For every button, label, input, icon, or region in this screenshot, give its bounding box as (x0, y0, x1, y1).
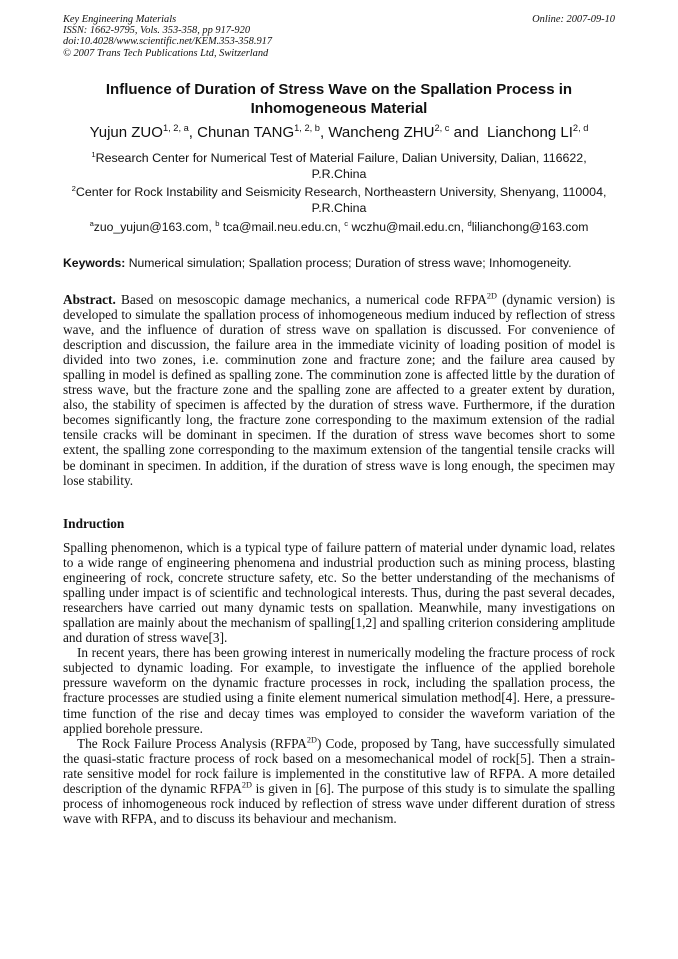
email-address[interactable]: wczhu@mail.edu.cn (351, 220, 461, 234)
affiliation-text: Research Center for Numerical Test of Material Failure, Dalian University, Dalian, 116622, P.R.China (95, 151, 587, 181)
email-separator: , (337, 220, 345, 234)
keywords-label: Keywords: (63, 256, 126, 270)
affiliation-2 (63, 184, 615, 216)
email-marker: b (215, 218, 220, 228)
abstract-paragraph (63, 292, 615, 488)
email-list (63, 219, 615, 235)
author-list (40, 123, 638, 142)
abstract-text-part2: (dynamic version) is developed to simulate the spallation process of inhomogeneous medium induced by reflection of stress wave, and the influence of duration of stress wave on spallation is discussed. For convenience of description and discussion, the failure area in the immediate vicinity of loading position of model is divided into two zones, i.e. comminution zone and fracture zone; and the failure area caused by spalling in model is defined as spalling zone. The comminution zone is affected little by the duration of stress wave, but the fracture zone and the spalling zone are affected to a greater extent by duration, also, the stability of specimen is affected by the duration of stress wave. Furthermore, if the duration becomes significantly long, the fracture zone corresponding to the maximum extension of the radial tensile cracks will be dominant in specimen. If the duration of stress wave becomes short to some extent, the spalling zone corresponding to the maximum extension of the tangential tensile cracks will be dominant in specimen. In addition, if the duration of stress wave is long enough, the specimen may lose stability. (63, 292, 616, 488)
intro-paragraph-3 (63, 736, 615, 826)
intro-p3-superscript: 2D (306, 735, 317, 745)
author-separator: , (319, 124, 329, 141)
author-affiliation-marker: 2, c (434, 123, 450, 133)
intro-p3-superscript: 2D (241, 780, 252, 790)
email-separator: , (208, 220, 216, 234)
affiliation-1 (63, 150, 615, 182)
keywords-line (63, 255, 615, 271)
author-name: Chunan TANG (197, 124, 295, 141)
intro-p3-text-a: The Rock Failure Process Analysis (RFPA (77, 735, 307, 751)
author-affiliation-marker: 1, 2, a (162, 123, 189, 133)
affiliation-number: 1 (91, 149, 96, 159)
email-marker: d (467, 218, 472, 228)
author-affiliation-marker: 1, 2, b (294, 123, 320, 133)
abstract-superscript: 2D (486, 291, 497, 301)
intro-p3-text-c: is given in [6]. The purpose of this study is to simulate the spalling process of inhomogeneous rock induced by reflection of stress wave under different duration of stress wave with RFPA, and to discuss its behaviour and mechanism. (63, 780, 615, 826)
copyright-line: © 2007 Trans Tech Publications Ltd, Switzerland (63, 47, 269, 59)
paper-title: Influence of Duration of Stress Wave on the Spallation Process in Inhomogeneous Material (105, 81, 573, 117)
affiliation-text: Center for Rock Instability and Seismicity Research, Northeastern University, Shenyang, 110004, P.R.China (75, 185, 607, 215)
email-separator: , (460, 220, 468, 234)
journal-header (63, 14, 615, 59)
affiliation-number: 2 (71, 183, 76, 193)
author-separator: , (188, 124, 198, 141)
email-marker: a (89, 218, 94, 228)
abstract-label: Abstract. (63, 292, 116, 307)
intro-paragraph-1: Spalling phenomenon, which is a typical type of failure pattern of material under dynamic load, relates to a wide range of engineering phenomena and industrial production such as mining process, blasting engineering of rock, concrete structure safety, etc. So the better understanding of the mechanisms of spalling under impact is of scientific and technological interests. Thus, during the past several decades, researchers have carried out many dynamic tests on spallation. Meanwhile, many investigations on spallation are mainly about the mechanism of spalling[1,2] and spalling criterion considering amplitude and duration of stress wave[3]. (63, 540, 615, 646)
author-affiliation-marker: 2, d (572, 123, 589, 133)
doi-line: doi:10.4028/www.scientific.net/KEM.353-358.917 (63, 36, 273, 48)
email-marker: c (344, 218, 349, 228)
introduction-heading: Indruction (63, 516, 125, 531)
journal-name: Key Engineering Materials (63, 14, 177, 25)
author-separator: and (449, 124, 487, 141)
online-date: Online: 2007-09-10 (532, 14, 615, 25)
author-name: Wancheng ZHU (328, 124, 435, 141)
intro-paragraph-2: In recent years, there has been growing interest in numerically modeling the fracture process of rock subjected to dynamic loading. For example, to investigate the influence of the applied borehole pressure waveform on the dynamic fracture processes in rock, including the spallation process, the fracture processes are studied using a finite element numerical simulation method[4]. Here, a pressure-time function of the rise and decay times was employed to consider the waveform variation of the applied borehole pressure. (63, 645, 615, 736)
email-address[interactable]: tca@mail.neu.edu.cn (222, 220, 338, 234)
introduction-body (63, 540, 615, 826)
email-address[interactable]: zuo_yujun@163.com (93, 220, 209, 234)
author-name: Yujun ZUO (89, 124, 163, 141)
author-name: Lianchong LI (487, 124, 573, 141)
issn-line: ISSN: 1662-9795, Vols. 353-358, pp 917-920 (63, 25, 251, 37)
abstract-text-part1: Based on mesoscopic damage mechanics, a numerical code RFPA (120, 292, 487, 307)
email-address[interactable]: lilianchong@163.com (471, 220, 589, 234)
keywords-text: Numerical simulation; Spallation process; Duration of stress wave; Inhomogeneity. (128, 256, 572, 270)
intro-p3-text-b: ) Code, proposed by Tang, have successfully simulated the quasi-static fracture process of rock based on a mesomechanical model of rock[5]. Then a strain-rate sensitive model for rock failure is implemented in the constitutive law of RFPA. A more detailed description of the dynamic RFPA (63, 735, 615, 796)
